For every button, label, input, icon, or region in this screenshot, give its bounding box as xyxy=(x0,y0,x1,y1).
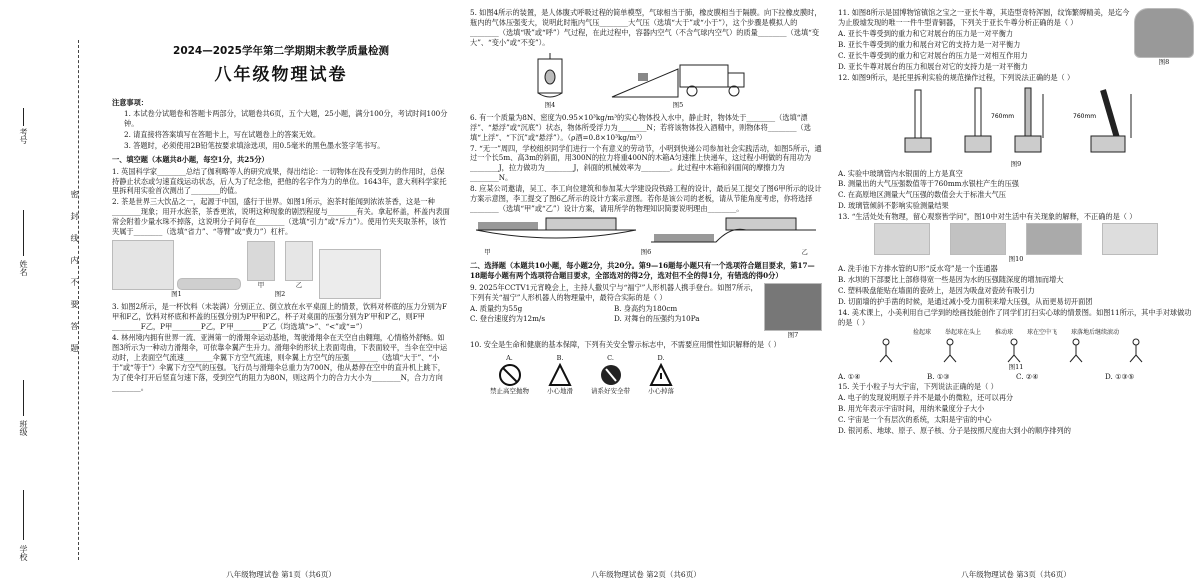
figure-4 xyxy=(520,51,580,110)
question-11: 11. 如图8所示是国博物馆镇馆之宝之一亚长牛尊，其造型奇特浑圆，纹饰繁缛精美，是迄今为止殷墟发现的唯一一件牛型青铜器，下列关于亚长牛尊分析正确的是（ ） xyxy=(838,8,1130,27)
bamboo-clip-image xyxy=(177,278,241,290)
section-choice-heading: 二、选择题（本题共10小题，每小题2分，共20分。第9—16题每小题只有一个选项符合题目要求，第17—18题每小题有两个选项符合题目要求，全部选对的得2分，选对但不全的得1分，有错选的得0分） xyxy=(470,261,815,280)
bronze-ox-image xyxy=(1134,8,1194,58)
figure-5 xyxy=(608,53,748,110)
option-d: D. 切面墙的护手凿的时候，是通过减小受力面积来增大压强，从而更易切开面团 xyxy=(838,297,1093,306)
option-b: B. ①③ xyxy=(927,372,950,382)
option-a: A. 亚长牛尊受到的重力和它对展台的压力是一对平衡力 xyxy=(838,28,1014,38)
xuexiao-line xyxy=(23,490,24,540)
figure-10 xyxy=(838,223,1194,264)
question-8: 8. 应某公司邀请，吴工、李工向位建筑和参加某大学建设段铁路工程的设计，最后吴工提交了图6甲所示的设计方案示意图，李工提交了图6乙所示的设计方案示意图。若你是该公司的老板，请从节能角度考虑，你将选择________（选填“甲”或“乙”）设计方案，请用所学的物理知识简要说明理由________。 xyxy=(470,184,822,214)
figure-6-yi-label: 乙 xyxy=(801,248,808,257)
option-a: A. 洗手池下方排水管的U形“反水弯”是一个连通器 xyxy=(838,264,998,274)
note-item: 3. 答题时，必须使用2B铅笔按要求填涂选项，用0.5毫米的黑色墨水签字笔书写。 xyxy=(124,140,385,150)
exam-subject-title: 八年级物理试卷 xyxy=(214,65,348,86)
page-1-footer: 八年级物理试卷 第1页（共6页） xyxy=(226,569,336,579)
section-fill-blank-heading: 一、填空题（本题共8小题，每空1分，共25分） xyxy=(112,154,269,164)
option-d: D. 玻璃管倾斜不影响实验测量结果 xyxy=(838,201,949,211)
binding-strip xyxy=(0,0,112,588)
dough-cutter-image xyxy=(1102,223,1158,255)
question-15: 15. 关于小粒子与大宇宙，下列说法正确的是（ ） xyxy=(838,381,998,391)
xingming-line xyxy=(23,210,24,256)
figure-2 xyxy=(247,241,313,299)
figure-6-caption: 图6 xyxy=(640,248,652,257)
seatbelt-icon xyxy=(599,363,623,387)
crate-a xyxy=(638,73,648,81)
sign-b-label: 小心地滑 xyxy=(547,386,573,395)
slippery-warning-icon xyxy=(548,363,572,387)
note-item: 2. 请直接将答案填写在答题卡上，写在试题卷上的答案无效。 xyxy=(124,129,321,139)
page-2-footer: 八年级物理试卷 第2页（共6页） xyxy=(591,569,701,579)
railway-design-diagram xyxy=(476,216,816,248)
option-c: C. 在高原地区测量大气压强的数值会大于标准大气压 xyxy=(838,190,1006,200)
option-a: A. 电子的发现说明原子并不是最小的微粒，还可以再分 xyxy=(838,392,1014,402)
dam-image xyxy=(950,223,1006,255)
sign-a-letter: A. xyxy=(506,353,513,362)
figure-6 xyxy=(470,216,822,257)
question-12: 12. 如图9所示，是托里拆利实验的规范操作过程，下列说法正确的是（ ） xyxy=(838,72,1075,82)
teapot-image xyxy=(112,240,174,290)
falling-warning-icon xyxy=(649,363,673,387)
option-b: B. 测量出的大气压强数值等于760mm水银柱产生的压强 xyxy=(838,179,1019,189)
option-c: C. 宇宙是一个有层次的系统，太阳是宇宙的中心 xyxy=(838,414,992,424)
question-10: 10. 安全是生命和健康的基本保障，下列有关安全警示标志中，不需要应用惯性知识解释的是（ ） xyxy=(470,339,781,349)
height-label-760b: 760mm xyxy=(1073,112,1097,120)
option-d: D. 亚长牛尊对展台的压力和展台对它的支持力是一对平衡力 xyxy=(838,61,1028,71)
option-a: A. 实验中玻璃管内水银面的上方是真空 xyxy=(838,168,963,178)
question-7: 7. “无一”周四，学校组织同学们进行一个有意义的劳动节，小明到快递公司参加社会实践活动，如图5所示，通过一个长5m、高3m的斜面，用300N的拉力将重400N的木箱A匀速推上快递车，这过程小明做的有用功为________J，拉力做功为________J，斜面的机械效率为________。此过程中木箱和斜面间的摩擦力为________N。 xyxy=(470,143,822,183)
sign-a xyxy=(490,354,529,396)
question-9: 9. 2025年CCTV1元宵晚会上，主持人撒贝宁与“福宁”人形机器人携手登台。如图7所示，下列有关“福宁”人形机器人的物理量中，最符合实际的是（ ） xyxy=(470,282,758,302)
torricelli-experiment-diagram xyxy=(891,84,1141,160)
seal-text: 密封线内不要答题 xyxy=(70,190,80,366)
option-b: B. 亚长牛尊受到的重力和展台对它的支持力是一对平衡力 xyxy=(838,39,1021,49)
option-b: B. 身高约为180cm xyxy=(614,303,678,313)
option-c: C. 亚长牛尊受到的重力和它对展台的压力是一对相互作用力 xyxy=(838,50,1028,60)
option-c: C. ②④ xyxy=(1016,372,1039,382)
kaohao-line xyxy=(23,108,24,126)
figure-7-caption: 图7 xyxy=(787,330,799,339)
no-throwing-icon xyxy=(498,363,522,387)
figure-3 xyxy=(319,249,381,299)
safety-signs xyxy=(490,354,822,396)
question-13: 13. “生活处处有物理，留心观察皆学问”，图10中对生活中有关现象的解释，不正确的是（ ） xyxy=(838,212,1137,222)
fig11-label-3: 推动球 xyxy=(994,328,1013,336)
question-14-options xyxy=(838,372,1194,382)
sign-d xyxy=(648,354,674,396)
paraglider-image xyxy=(319,249,381,299)
page-2 xyxy=(470,8,822,580)
stick-figures-diagram xyxy=(866,337,1166,363)
figure-9-caption: 图9 xyxy=(1010,159,1022,168)
page-1 xyxy=(112,8,450,580)
option-a: A. ①④ xyxy=(838,372,861,382)
figure-row-4-5 xyxy=(520,51,822,110)
breathing-model-diagram xyxy=(520,51,580,101)
page-3 xyxy=(838,8,1194,580)
figure-10-caption: 图10 xyxy=(1008,255,1024,264)
sign-d-label: 小心掉落 xyxy=(648,386,674,395)
xuexiao-label: 学校 xyxy=(19,545,29,561)
figure-1 xyxy=(112,240,241,299)
option-d: D. 对舞台的压强约为10Pa xyxy=(614,313,700,323)
fig11-label-2: 举起球在头上 xyxy=(944,328,981,336)
robot-photo xyxy=(764,283,822,331)
option-b: B. 水坝的下部要比上部修得宽一些是因为水的压强随深度的增加而增大 xyxy=(838,275,1064,285)
option-c: C. 登台速度约为12m/s xyxy=(470,313,546,323)
suction-cup-image xyxy=(1026,223,1082,255)
sign-c xyxy=(591,354,630,396)
page-3-footer: 八年级物理试卷 第3页（共6页） xyxy=(961,569,1071,579)
exam-year-title: 2024—2025学年第二学期期末教学质量检测 xyxy=(173,45,389,57)
note-item: 1. 本试卷分试题卷和答题卡两部分，试题卷共6页，五个大题，25小题，满分100分，考试时间100分钟。 xyxy=(124,108,448,128)
figure-9 xyxy=(838,84,1194,169)
figure-7 xyxy=(764,283,822,340)
sign-a-label: 禁止高空抛物 xyxy=(490,386,529,395)
cup-upright xyxy=(247,241,275,281)
sign-d-letter: D. xyxy=(657,353,665,362)
figure-8-caption: 图8 xyxy=(1158,58,1170,66)
question-3: 3. 如图2所示，是一杯饮料（未装满）分别正立、倒立放在水平桌面上的情景，饮料对杯底的压力分别为F甲和F乙，饮料对杯底和杯盖的压强分别为P甲和P乙，杯子对桌面的压强分别为P′甲和P′乙，则F甲________F乙，P甲________P乙，P′甲________P′乙（均选填“>”、“<”或“=”） xyxy=(112,302,447,331)
sign-b-letter: B. xyxy=(556,353,564,362)
option-c: C. 塑料吸盘能贴在墙面的瓷砖上，是因为吸盘对瓷砖有吸引力 xyxy=(838,286,1035,296)
question-9-block xyxy=(470,283,822,340)
figure-5-caption: 图5 xyxy=(672,100,684,109)
xingming-label: 姓名 xyxy=(19,260,29,276)
question-5: 5. 如图4所示的装置，是人体腹式呼吸过程的简单模型，气球相当于肺，橡皮膜相当于隔膜。向下拉橡皮膜时，瓶内的气体压强变大，说明此时瓶内气压________大气压（选填“大于”或“小于”），这个步骤是模拟人的________（选填“吸”或“呼”）气过程，在此过程中，容器内空气（不含气球内空气）的质量________（选填“变大”、“变小”或“不变”）。 xyxy=(470,8,822,47)
figure-11-caption: 图11 xyxy=(1008,363,1024,372)
kaohao-label: 考号 xyxy=(19,128,29,144)
figure-1-caption: 图1 xyxy=(171,290,182,299)
sink-image xyxy=(874,223,930,255)
figure-8 xyxy=(1134,8,1194,73)
sign-c-label: 请系好安全带 xyxy=(591,386,630,395)
cup-inverted xyxy=(285,241,313,281)
question-6: 6. 有一个质量为8N、密度为0.95×10³kg/m³的实心物体投入水中，静止时，物体处于________（选填“漂浮”、“悬浮”或“沉底”）状态，物体所受浮力为________N；若将该物体投入酒精中，则物体将________（选填“上浮”、“下沉”或“悬浮”）。（ρ酒=0.8×10³kg/m³） xyxy=(470,112,811,142)
cup-inverted-label: 乙 xyxy=(295,281,303,290)
sign-c-letter: C. xyxy=(607,353,614,362)
question-9-options xyxy=(470,304,758,324)
question-14: 14. 美术课上，小美利用自己学到的绘画技能创作了同学们打扫实心球的情景图。如图11所示，其中手对球做功的是（ ） xyxy=(838,307,1192,327)
banji-line xyxy=(23,380,24,416)
question-1: 1. 英国科学家________总结了伽利略等人的研究成果，得出结论：一切物体在没有受到力的作用时，总保持静止状态或匀速直线运动状态，后人为了纪念他，把他的名字作为力的单位。1643年，意大利科学家托里拆利用实验首次测出了________的值。 xyxy=(112,166,447,196)
fig11-label-4: 球在空中飞 xyxy=(1027,328,1058,336)
sign-b xyxy=(547,354,573,396)
fig11-label-5: 球落地后继续滚动 xyxy=(1071,328,1120,336)
figure-row-1 xyxy=(112,240,450,299)
option-b: B. 用光年表示宇宙时间，用纳米量度分子大小 xyxy=(838,403,985,413)
banji-label: 班级 xyxy=(19,420,29,436)
figure-2-caption: 图2 xyxy=(274,290,286,299)
cup-upright-label: 甲 xyxy=(257,281,265,290)
figure-4-caption: 图4 xyxy=(544,100,556,109)
option-d: D. ①③⑤ xyxy=(1105,372,1135,382)
option-a: A. 质量约为55g xyxy=(470,303,523,313)
option-d: D. 银河系、地球、原子、原子核、分子是按照尺度由大到小的顺序排列的 xyxy=(838,425,1071,435)
notes-heading: 注意事项： xyxy=(112,97,148,107)
question-2: 2. 茶是世界三大饮品之一，起源于中国，盛行于世界。如图1所示，泡茶时能闻到浓浓茶香，这是一种________现象；用开水泡茶，茶香更浓，说明这种现象的剧烈程度与________有关。拿起杯盖，杯盖内表面常会附着少量水珠不掉落，这说明分子间存在________（选填“引力”或“斥力”）。使用竹夹夹取茶杯，该竹夹属于________（选填“省力”、“等臂”或“费力”）杠杆。 xyxy=(112,197,450,237)
figure-6-jia-label: 甲 xyxy=(484,248,491,257)
question-4: 4. 林州境内拥有世界一流、亚洲第一的滑翔伞运动基地，驾驶滑翔伞在天空自由翱翔，心情格外舒畅。如图3所示为一种动力滑翔伞，可依靠伞翼产生升力。滑翔伞的形状上表面弯曲，下表面较平，当伞在空中运动时，上表面空气流速________伞翼下方空气流速，则伞翼上方空气的压强________（选填“大于”、“小于”或“等于”）伞翼下方空气的压强。飞行员与滑翔伞总重力为700N，他从悬停在空中的直升机上跳下，为了使伞打开后竖直匀速下落，受到空气的阻力为80N，则这两个力的合力大小为________N，合力方向________。 xyxy=(112,332,448,392)
question-11-block xyxy=(838,8,1194,73)
fig11-label-1: 捡起球 xyxy=(912,328,931,336)
height-label-760: 760mm xyxy=(991,112,1015,120)
figure-11 xyxy=(838,329,1194,372)
truck-ramp-diagram xyxy=(608,53,748,101)
